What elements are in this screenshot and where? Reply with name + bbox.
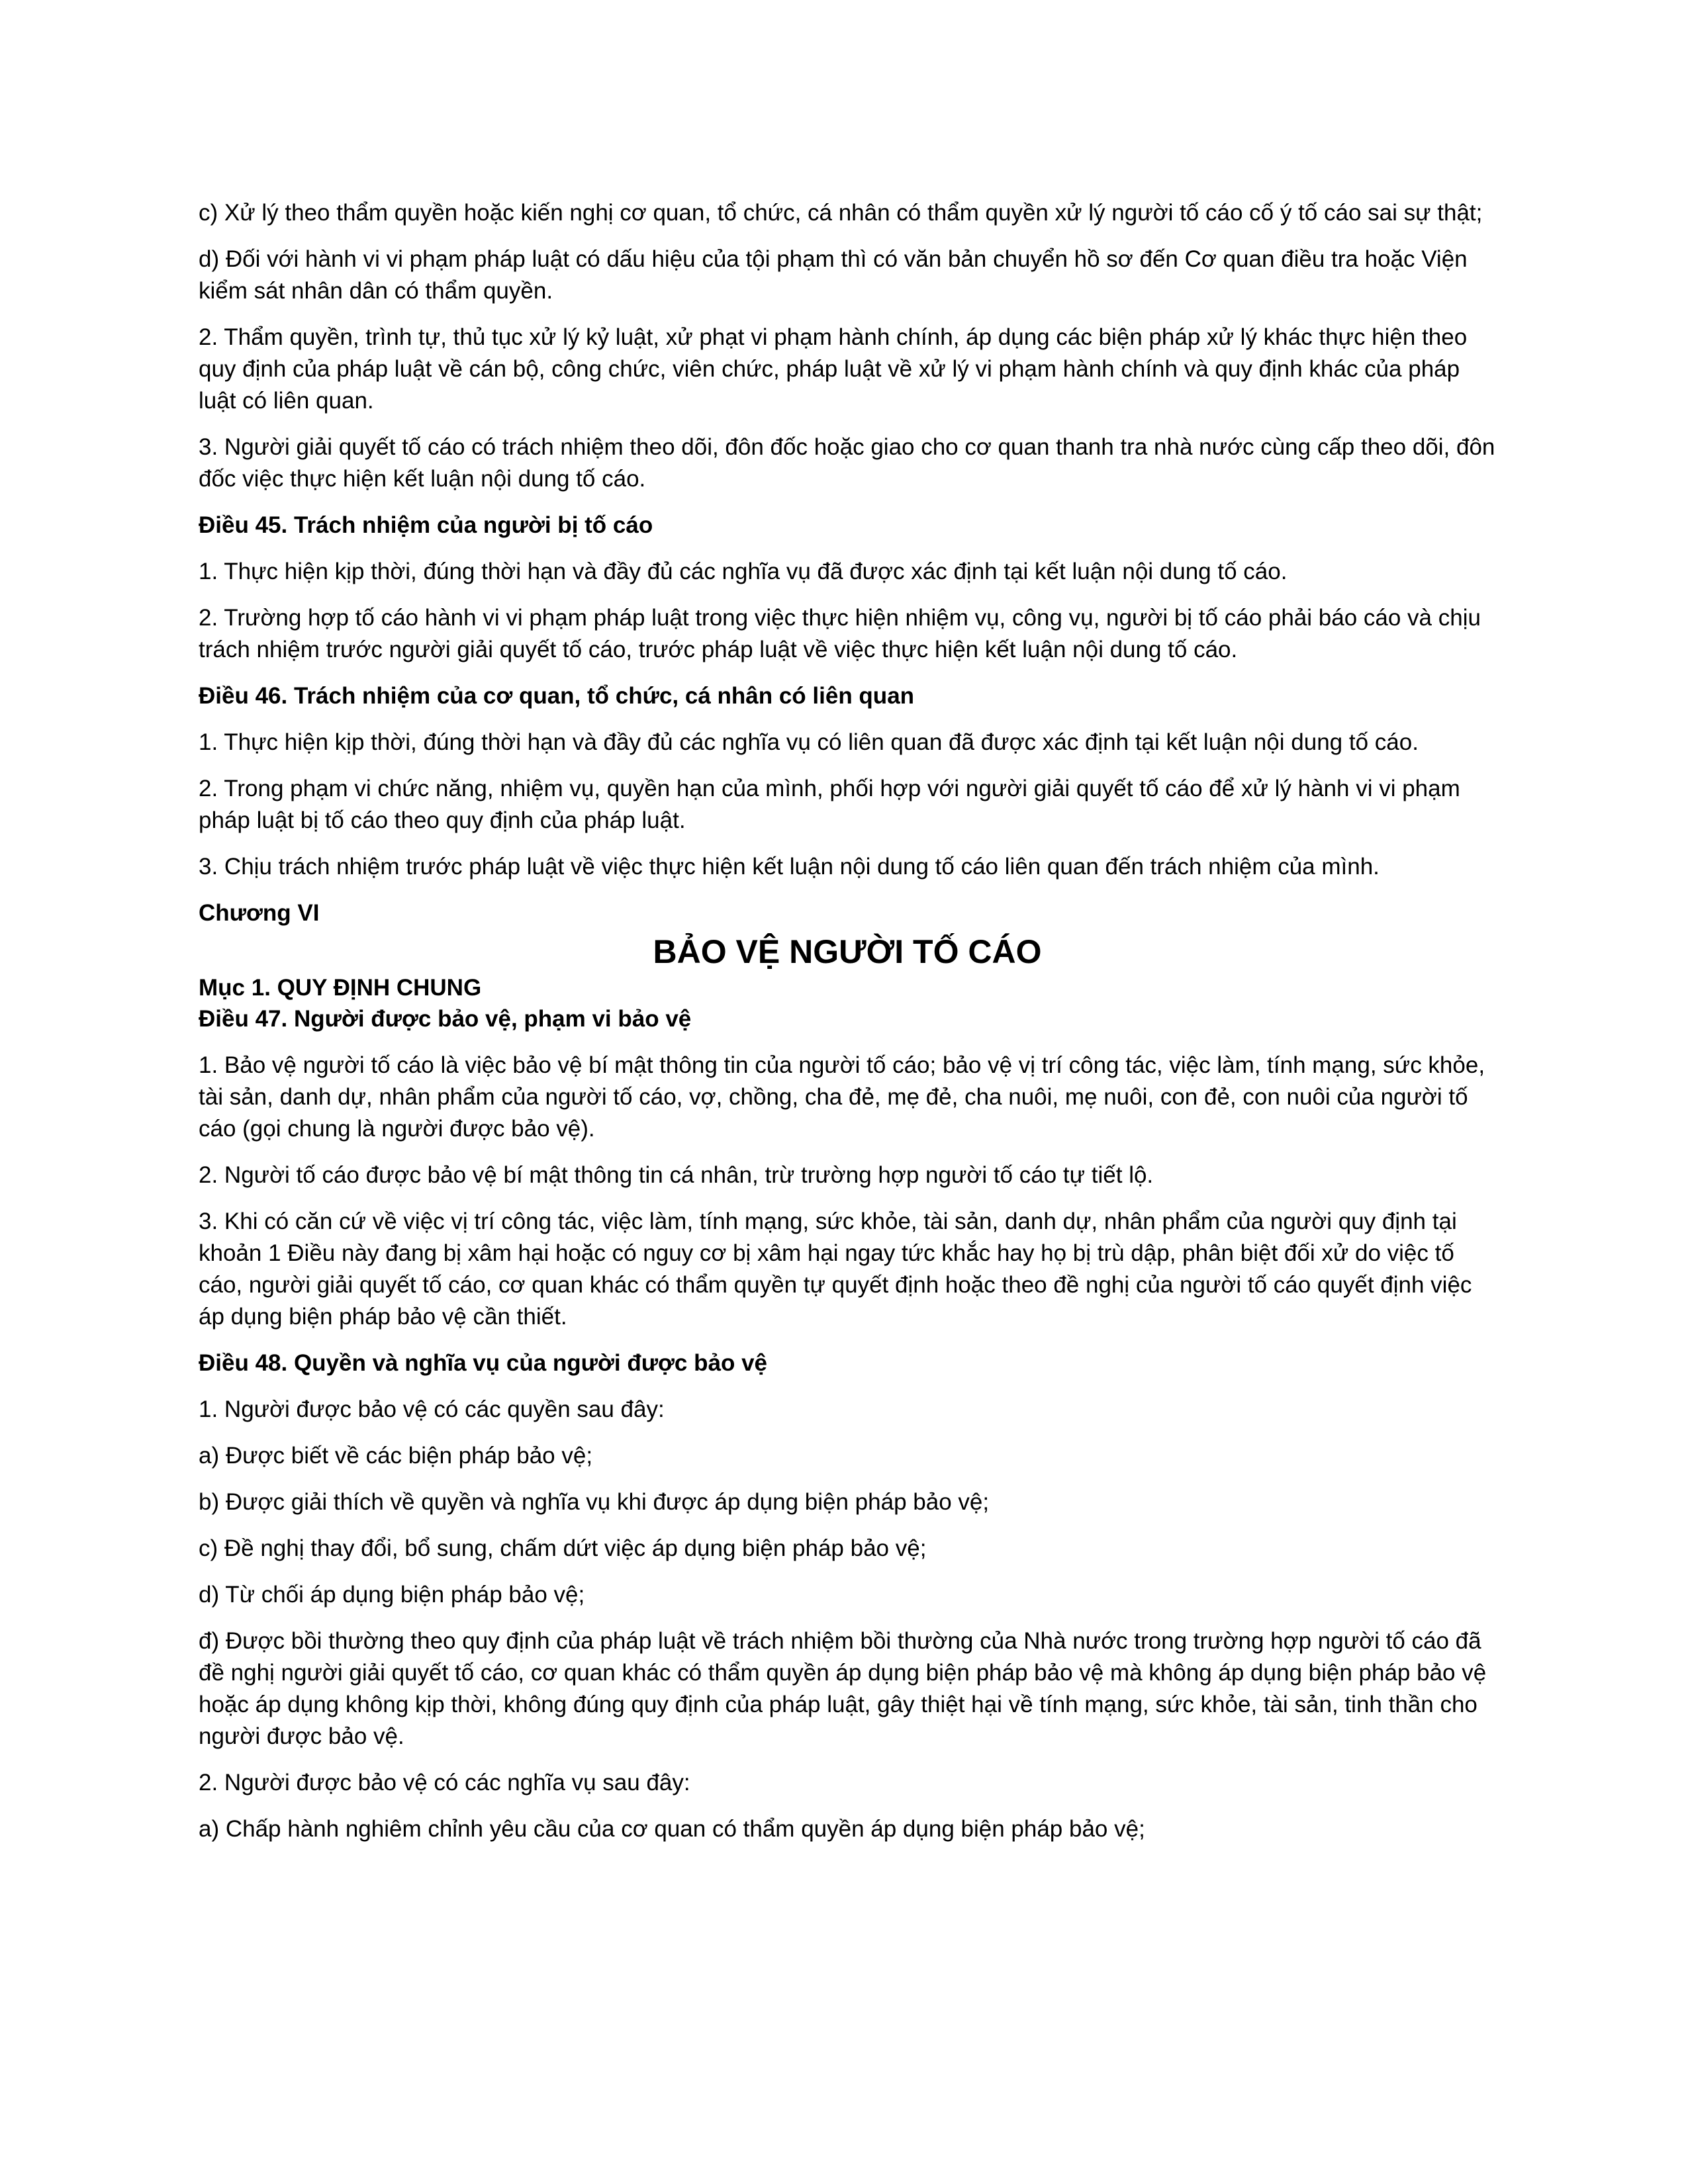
article-47-clause-1: 1. Bảo vệ người tố cáo là việc bảo vệ bí mật thông tin của người tố cáo; bảo vệ vị trí công tác, việc làm, tính mạng, sức khỏe, tài sản, danh dự, nhân phẩm của người tố cáo, vợ, chồng, cha đẻ, mẹ đẻ, cha nuôi, mẹ nuôi, con đẻ, con nuôi của người tố cáo (gọi chung là người được bảo vệ).: [199, 1052, 1485, 1142]
clause-d-criminal-transfer: d) Đối với hành vi vi phạm pháp luật có dấu hiệu của tội phạm thì có văn bản chuyển hồ sơ đến Cơ quan điều tra hoặc Viện kiểm sát nhân dân có thẩm quyền.: [199, 246, 1468, 304]
chapter-title: BẢO VỆ NGƯỜI TỐ CÁO: [653, 933, 1042, 970]
article-48-item-dd: đ) Được bồi thường theo quy định của pháp luật về trách nhiệm bồi thường của Nhà nước trong trường hợp người tố cáo đã đề nghị người giải quyết tố cáo, cơ quan khác có thẩm quyền áp dụng biện pháp bảo vệ mà không áp dụng biện pháp bảo vệ hoặc áp dụng không kịp thời, không đúng quy định của pháp luật, gây thiệt hại về tính mạng, sức khỏe, tài sản, tinh thần cho người được bảo vệ.: [199, 1628, 1487, 1749]
clause-2-authority: 2. Thẩm quyền, trình tự, thủ tục xử lý kỷ luật, xử phạt vi phạm hành chính, áp dụng các biện pháp xử lý khác thực hiện theo quy định của pháp luật về cán bộ, công chức, viên chức, pháp luật về xử lý vi phạm hành chính và quy định khác của pháp luật có liên quan.: [199, 324, 1468, 414]
document-page: [199, 197, 1496, 1860]
article-48-clause-2-item-a: a) Chấp hành nghiêm chỉnh yêu cầu của cơ quan có thẩm quyền áp dụng biện pháp bảo vệ;: [199, 1816, 1145, 1842]
article-46-heading: Điều 46. Trách nhiệm của cơ quan, tổ chức, cá nhân có liên quan: [199, 683, 915, 709]
article-48-item-c: c) Đề nghị thay đổi, bổ sung, chấm dứt việc áp dụng biện pháp bảo vệ;: [199, 1535, 927, 1561]
article-48-item-d: d) Từ chối áp dụng biện pháp bảo vệ;: [199, 1582, 585, 1608]
article-45-heading: Điều 45. Trách nhiệm của người bị tố cáo: [199, 512, 653, 538]
clause-c-handling: c) Xử lý theo thẩm quyền hoặc kiến nghị cơ quan, tổ chức, cá nhân có thẩm quyền xử lý người tố cáo cố ý tố cáo sai sự thật;: [199, 200, 1483, 226]
article-45-clause-1: 1. Thực hiện kịp thời, đúng thời hạn và đầy đủ các nghĩa vụ đã được xác định tại kết luận nội dung tố cáo.: [199, 559, 1288, 584]
article-46-clause-2: 2. Trong phạm vi chức năng, nhiệm vụ, quyền hạn của mình, phối hợp với người giải quyết tố cáo để xử lý hành vi vi phạm pháp luật bị tố cáo theo quy định của pháp luật.: [199, 776, 1460, 833]
article-48-clause-1: 1. Người được bảo vệ có các quyền sau đây:: [199, 1396, 665, 1422]
chapter-label: Chương VI: [199, 900, 320, 926]
article-48-item-a: a) Được biết về các biện pháp bảo vệ;: [199, 1443, 593, 1469]
clause-3-monitoring: 3. Người giải quyết tố cáo có trách nhiệm theo dõi, đôn đốc hoặc giao cho cơ quan thanh tra nhà nước cùng cấp theo dõi, đôn đốc việc thực hiện kết luận nội dung tố cáo.: [199, 434, 1495, 492]
section-label: Mục 1. QUY ĐỊNH CHUNG: [199, 975, 482, 1001]
article-48-item-b: b) Được giải thích về quyền và nghĩa vụ khi được áp dụng biện pháp bảo vệ;: [199, 1489, 990, 1515]
article-48-clause-2: 2. Người được bảo vệ có các nghĩa vụ sau đây:: [199, 1770, 690, 1796]
article-45-clause-2: 2. Trường hợp tố cáo hành vi vi phạm pháp luật trong việc thực hiện nhiệm vụ, công vụ, người bị tố cáo phải báo cáo và chịu trách nhiệm trước người giải quyết tố cáo, trước pháp luật về việc thực hiện kết luận nội dung tố cáo.: [199, 605, 1481, 662]
article-47-clause-2: 2. Người tố cáo được bảo vệ bí mật thông tin cá nhân, trừ trường hợp người tố cáo tự tiết lộ.: [199, 1162, 1154, 1188]
article-48-heading: Điều 48. Quyền và nghĩa vụ của người được bảo vệ: [199, 1350, 768, 1376]
article-47-clause-3: 3. Khi có căn cứ về việc vị trí công tác, việc làm, tính mạng, sức khỏe, tài sản, danh dự, nhân phẩm của người quy định tại khoản 1 Điều này đang bị xâm hại hoặc có nguy cơ bị xâm hại ngay tức khắc hay họ bị trù dập, phân biệt đối xử do việc tố cáo, người giải quyết tố cáo, cơ quan khác có thẩm quyền tự quyết định hoặc theo đề nghị của người tố cáo quyết định việc áp dụng biện pháp bảo vệ cần thiết.: [199, 1208, 1472, 1330]
article-47-heading: Điều 47. Người được bảo vệ, phạm vi bảo vệ: [199, 1006, 692, 1032]
article-46-clause-1: 1. Thực hiện kịp thời, đúng thời hạn và đầy đủ các nghĩa vụ có liên quan đã được xác định tại kết luận nội dung tố cáo.: [199, 729, 1419, 755]
article-46-clause-3: 3. Chịu trách nhiệm trước pháp luật về việc thực hiện kết luận nội dung tố cáo liên quan đến trách nhiệm của mình.: [199, 854, 1380, 880]
